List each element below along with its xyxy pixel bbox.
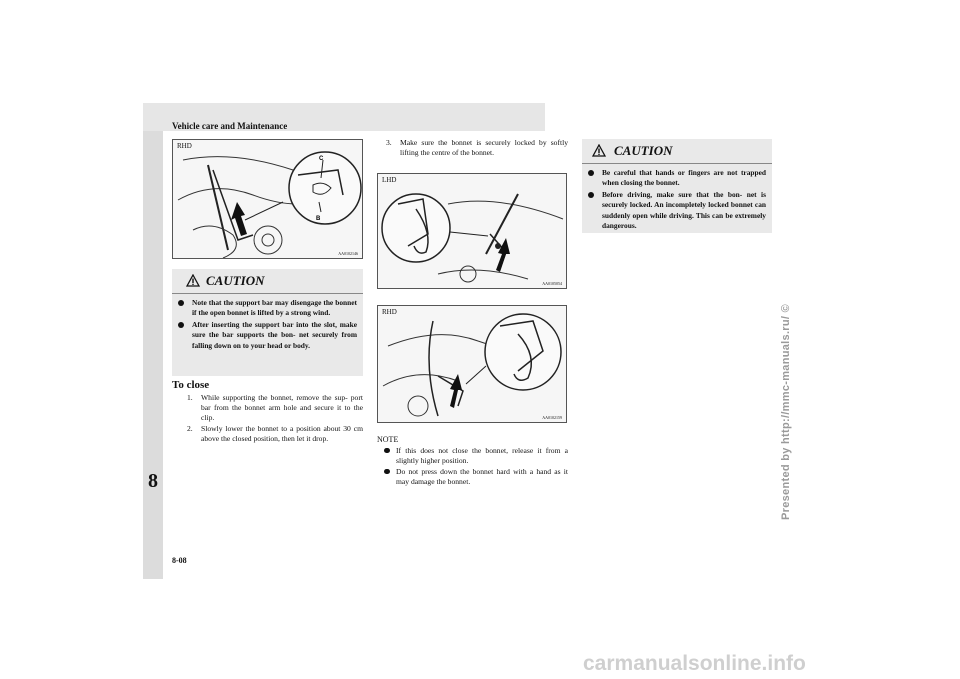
- step-text: Slowly lower the bonnet to a position about 30 cm above the closed position, then let it drop.: [201, 424, 363, 443]
- caution-header: [582, 139, 772, 164]
- figure-code: AA0105054: [542, 281, 562, 286]
- bonnet-lock-illustration: [378, 306, 567, 423]
- caution-item: Note that the support bar may disengage the bonnet if the open bonnet is lifted by a strong wind.: [178, 298, 357, 319]
- step-number: 3.: [386, 138, 392, 147]
- bullet-icon: [384, 448, 390, 454]
- caution-list: [172, 294, 363, 358]
- chapter-number: 8: [148, 470, 158, 492]
- figure-label: LHD: [382, 176, 397, 184]
- step-text: While supporting the bonnet, remove the sup- port bar from the bonnet arm hole and secure it to the clip.: [201, 393, 363, 422]
- warning-triangle-icon: [186, 274, 200, 287]
- figure-rhd-support-bar: [172, 139, 363, 259]
- bullet-icon: [588, 170, 594, 176]
- figure-label: RHD: [382, 308, 397, 316]
- caution-header: [172, 269, 363, 294]
- figure-code: AA0102146: [338, 251, 358, 256]
- caution-item: Before driving, make sure that the bon- net is securely locked. An incompletely locked bonnet can suddenly open while driving. This can be extremely dangerous.: [588, 190, 766, 232]
- caution-item: After inserting the support bar into the slot, make sure the bar supports the bon- net securely from falling down on to your head or body.: [178, 320, 357, 351]
- figure-rhd-bonnet-lock: [377, 305, 567, 423]
- note-list: [384, 446, 568, 488]
- caution-title: CAUTION: [206, 273, 265, 288]
- caution-title: CAUTION: [614, 143, 673, 158]
- engine-bay-illustration: [173, 140, 363, 259]
- figure-code: AA0102159: [542, 415, 562, 420]
- step-item: [185, 393, 363, 423]
- step-item: [384, 138, 568, 158]
- close-steps: [185, 393, 363, 445]
- bullet-icon: [588, 192, 594, 198]
- callout-c: C: [319, 156, 324, 162]
- note-item: Do not press down the bonnet hard with a hand as it may damage the bonnet.: [384, 467, 568, 487]
- page-number: 8-08: [172, 556, 187, 565]
- note-title: NOTE: [377, 435, 399, 444]
- step-item: [185, 424, 363, 444]
- figure-label: RHD: [177, 142, 192, 150]
- note-item: If this does not close the bonnet, release it from a slightly higher position.: [384, 446, 568, 466]
- vertical-watermark: Presented by http://mmc-manuals.ru/ ©: [780, 303, 792, 520]
- step-three: [384, 138, 568, 159]
- caution-list: [582, 164, 772, 238]
- site-watermark: carmanualsonline.info: [583, 652, 806, 675]
- bullet-icon: [178, 300, 184, 306]
- bonnet-lock-illustration: [378, 174, 567, 289]
- callout-b: B: [316, 216, 321, 222]
- header-title: Vehicle care and Maintenance: [172, 121, 288, 131]
- step-number: 1.: [187, 393, 193, 402]
- chapter-gutter: [143, 103, 163, 579]
- caution-box-closing: [582, 139, 772, 233]
- bullet-icon: [384, 469, 390, 475]
- caution-box-support-bar: [172, 269, 363, 376]
- figure-lhd-bonnet-lock: [377, 173, 567, 289]
- step-number: 2.: [187, 424, 193, 433]
- bullet-icon: [178, 322, 184, 328]
- section-heading-to-close: To close: [172, 379, 210, 391]
- warning-triangle-icon: [592, 144, 606, 157]
- caution-item: Be careful that hands or fingers are not trapped when closing the bonnet.: [588, 168, 766, 189]
- step-text: Make sure the bonnet is securely locked by softly lifting the centre of the bonnet.: [400, 138, 568, 157]
